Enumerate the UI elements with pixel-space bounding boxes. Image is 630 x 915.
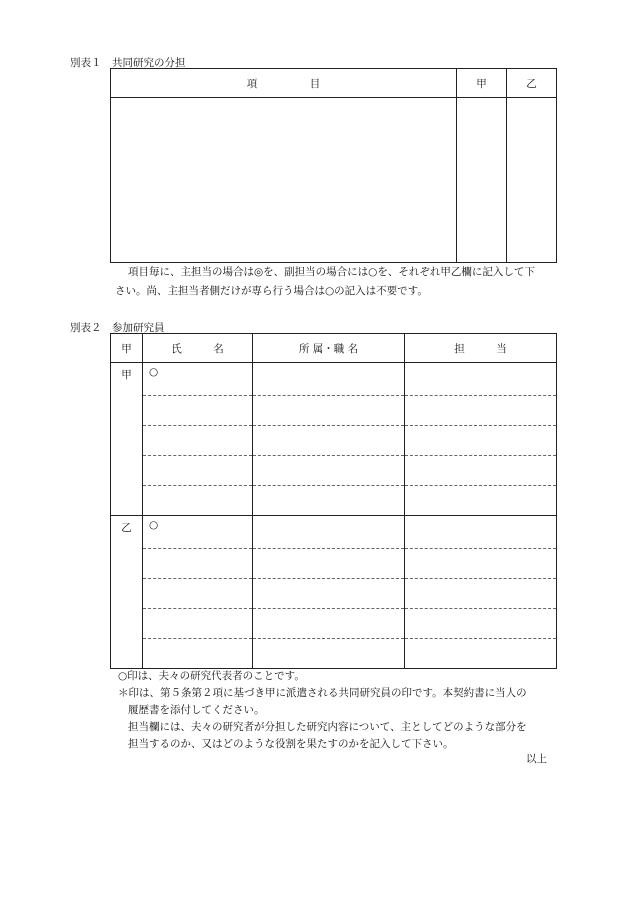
role-cell[interactable] — [405, 639, 557, 669]
role-cell[interactable] — [405, 579, 557, 609]
table1-note-line-1: 項目毎に、主担当の場合は◎を、副担当の場合には○を、それぞれ甲乙欄に記入して下 — [128, 266, 535, 278]
party-a-label: 甲 — [111, 363, 143, 516]
name-cell[interactable] — [143, 396, 253, 426]
affiliation-cell[interactable] — [253, 426, 405, 456]
affiliation-cell[interactable] — [253, 396, 405, 426]
affiliation-cell[interactable] — [253, 639, 405, 669]
affiliation-cell[interactable] — [253, 486, 405, 516]
name-cell[interactable] — [143, 456, 253, 486]
affiliation-cell[interactable] — [253, 579, 405, 609]
party-b-cell[interactable] — [507, 98, 557, 263]
name-header: 氏 名 — [143, 334, 253, 363]
party-b-label: 乙 — [111, 516, 143, 669]
affiliation-cell[interactable] — [253, 456, 405, 486]
name-cell[interactable] — [143, 579, 253, 609]
party-header: 甲 — [111, 334, 143, 363]
item-cell[interactable] — [111, 98, 457, 263]
role-cell[interactable] — [405, 486, 557, 516]
name-cell[interactable] — [143, 426, 253, 456]
party-a-header: 甲 — [457, 69, 507, 98]
affiliation-cell[interactable] — [253, 516, 405, 549]
party-b-header: 乙 — [507, 69, 557, 98]
party-a-cell[interactable] — [457, 98, 507, 263]
note-line-2: ＊印は、第５条第２項に基づき甲に派遣される共同研究員の印です。本契約書に当人の — [118, 687, 527, 699]
role-header: 担 当 — [405, 334, 557, 363]
closing-text: 以上 — [526, 753, 547, 765]
role-cell[interactable] — [405, 396, 557, 426]
table1-note-line-2: さい。尚、主担当者側だけが専ら行う場合は○の記入は不要です。 — [115, 285, 428, 297]
role-cell[interactable] — [405, 426, 557, 456]
name-cell[interactable] — [143, 639, 253, 669]
table1-title: 別表１ 共同研究の分担 — [70, 57, 186, 69]
note-line-1: ○印は、夫々の研究代表者のことです。 — [118, 670, 305, 682]
name-cell[interactable]: ○ — [143, 363, 253, 396]
affiliation-cell[interactable] — [253, 363, 405, 396]
name-cell[interactable]: ○ — [143, 516, 253, 549]
affiliation-cell[interactable] — [253, 609, 405, 639]
participants-table — [110, 333, 557, 669]
role-cell[interactable] — [405, 609, 557, 639]
role-cell[interactable] — [405, 516, 557, 549]
name-cell[interactable] — [143, 549, 253, 579]
note-line-4: 担当欄には、夫々の研究者が分担した研究内容について、主としてどのような部分を — [128, 721, 527, 733]
name-cell[interactable] — [143, 486, 253, 516]
name-cell[interactable] — [143, 609, 253, 639]
role-cell[interactable] — [405, 363, 557, 396]
note-line-5: 担当するのか、又はどのような役割を果たすのかを記入して下さい。 — [128, 738, 454, 750]
role-cell[interactable] — [405, 456, 557, 486]
table2-title: 別表２ 参加研究員 — [70, 322, 165, 334]
item-header: 項 目 — [111, 69, 457, 98]
role-cell[interactable] — [405, 549, 557, 579]
affiliation-cell[interactable] — [253, 549, 405, 579]
affiliation-header: 所 属・職 名 — [253, 334, 405, 363]
note-line-3: 履歴書を添付してください。 — [128, 704, 265, 716]
research-share-table — [110, 68, 557, 263]
